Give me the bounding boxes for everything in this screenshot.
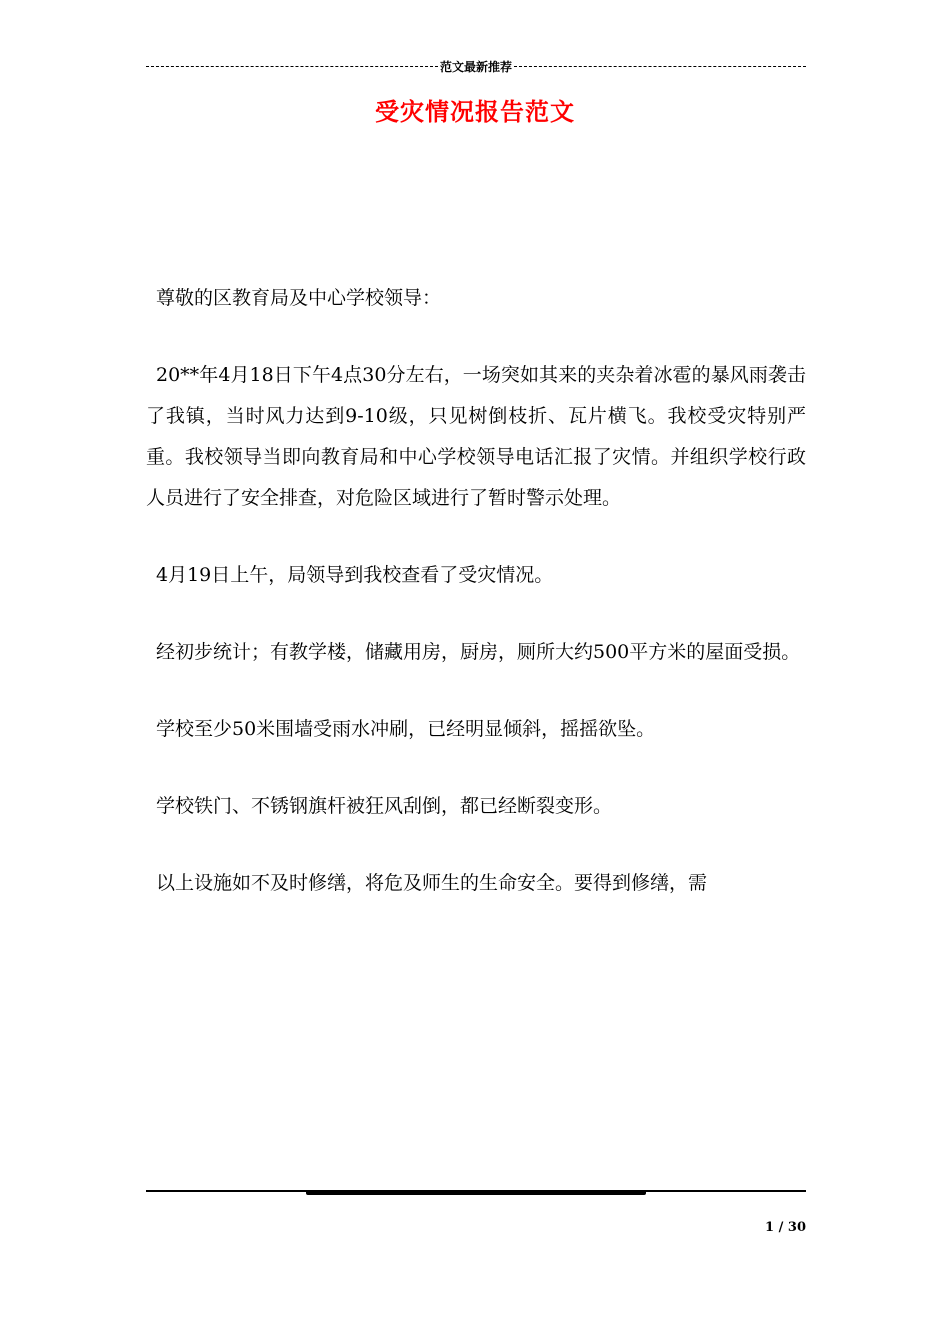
header-text: 范文最新推荐: [440, 60, 513, 74]
page-total: 30: [787, 1220, 806, 1235]
paragraph-roof-damage: 经初步统计；有教学楼，储藏用房，厨房，厕所大约500平方米的屋面受损。: [156, 641, 801, 663]
paragraph-incident: 20**年4月18日下午4点30分左右，一场突如其来的夹杂着冰雹的暴风雨袭击了我镇，当时风力达到9-10级，只见树倒枝折、瓦片横飞。我校受灾特别严重。我校领导当即向教育局和中心学校领导电话汇报了灾情。并组织学校行政人员进行了安全排查，对危险区域进行了暂时警示处理。: [146, 364, 806, 509]
page-number: [765, 1220, 806, 1235]
paragraph-gate-damage: 学校铁门、不锈钢旗杆被狂风刮倒，都已经断裂变形。: [156, 795, 613, 817]
page-current: 1: [765, 1220, 775, 1235]
header-dashes-right: [514, 66, 806, 67]
footer-rule: [146, 1190, 806, 1195]
paragraph-inspection: 4月19日上午，局领导到我校查看了受灾情况。: [156, 564, 554, 586]
page-separator: /: [778, 1220, 784, 1235]
document-body: [146, 278, 806, 904]
document-title: 受灾情况报告范文: [375, 97, 575, 126]
header-dashes-left: [146, 66, 438, 67]
paragraph-wall-damage: 学校至少50米围墙受雨水冲刷，已经明显倾斜，摇摇欲坠。: [156, 718, 656, 740]
paragraph-repair-need: 以上设施如不及时修缮，将危及师生的生命安全。要得到修缮，需: [156, 872, 708, 894]
paragraph-salutation: 尊敬的区教育局及中心学校领导：: [156, 287, 442, 309]
page-header: [146, 58, 806, 75]
